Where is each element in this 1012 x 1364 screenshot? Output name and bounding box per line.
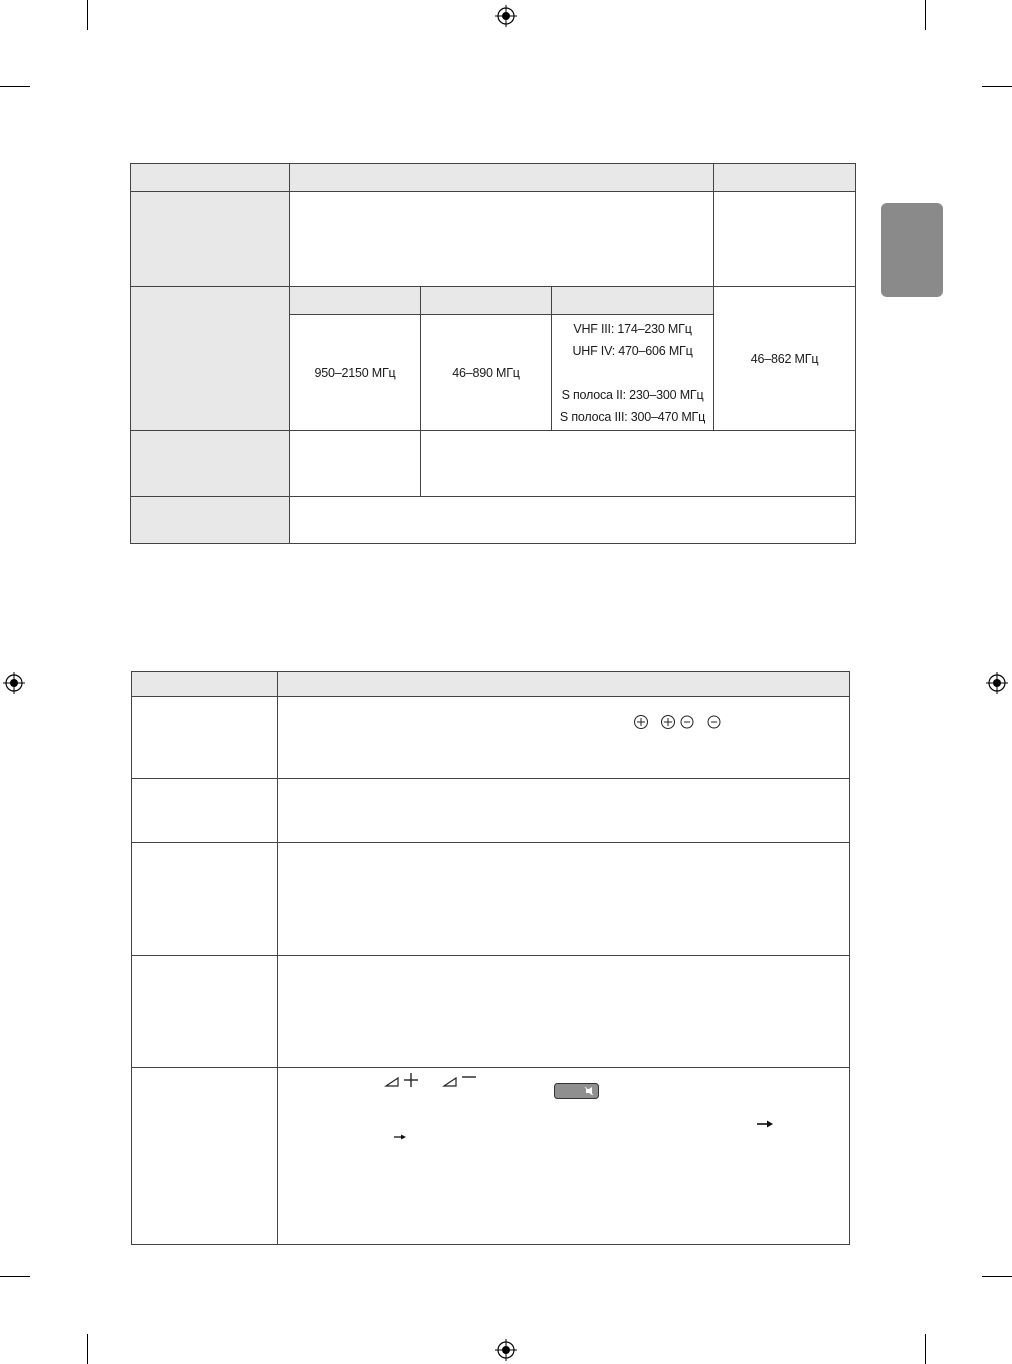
crop-mark <box>925 1334 926 1364</box>
battery-polarity-minus-icon <box>679 714 695 730</box>
table-header-cell <box>714 164 856 192</box>
row-label-cell <box>132 1068 278 1245</box>
table-cell <box>278 697 850 779</box>
crop-mark <box>0 86 30 87</box>
volume-up-icon <box>384 1071 420 1091</box>
table-header-cell <box>132 672 278 697</box>
registration-mark <box>495 1339 517 1361</box>
row-label-cell <box>131 192 290 287</box>
subheader-cell <box>290 287 421 315</box>
table-cell <box>278 956 850 1068</box>
crop-mark <box>982 86 1012 87</box>
frequency-line: S полоса III: 300–470 МГц <box>559 409 706 424</box>
row-label-cell <box>132 843 278 956</box>
cable-frequency-cell: 46–890 МГц <box>421 315 552 431</box>
registration-mark <box>986 672 1008 694</box>
language-side-tab <box>881 203 943 297</box>
table-header-cell <box>131 164 290 192</box>
troubleshooting-table <box>131 671 850 1245</box>
battery-polarity-plus-icon <box>660 714 676 730</box>
terrestrial-frequency-cell <box>552 315 714 431</box>
table-cell <box>278 843 850 956</box>
row-label-cell <box>131 287 290 431</box>
arrow-right-icon <box>393 1133 407 1141</box>
registration-mark <box>495 5 517 27</box>
frequency-line: UHF IV: 470–606 МГц <box>572 343 693 358</box>
arrow-right-icon <box>756 1119 774 1129</box>
satellite-frequency-cell: 950–2150 МГц <box>290 315 421 431</box>
analog-frequency-cell: 46–862 МГц <box>714 287 856 431</box>
row-label-cell <box>132 697 278 779</box>
battery-polarity-minus-icon <box>706 714 722 730</box>
crop-mark <box>982 1276 1012 1277</box>
table-header-cell <box>290 164 714 192</box>
subheader-cell <box>421 287 552 315</box>
crop-mark <box>87 1334 88 1364</box>
row-label-cell <box>131 497 290 544</box>
table-cell <box>421 431 856 497</box>
mute-button-icon <box>554 1083 600 1100</box>
crop-mark <box>87 0 88 30</box>
crop-mark <box>925 0 926 30</box>
row-label-cell <box>131 431 290 497</box>
table-cell <box>290 192 714 287</box>
row-label-cell <box>132 779 278 843</box>
frequency-line: VHF III: 174–230 МГц <box>573 321 692 336</box>
table-header-cell <box>278 672 850 697</box>
subheader-cell <box>552 287 714 315</box>
table-cell <box>714 192 856 287</box>
row-label-cell <box>132 956 278 1068</box>
battery-polarity-plus-icon <box>633 714 649 730</box>
volume-down-icon <box>442 1071 478 1091</box>
table-cell <box>290 497 856 544</box>
frequency-line: S полоса II: 230–300 МГц <box>561 387 704 402</box>
table-cell <box>290 431 421 497</box>
tuner-spec-table <box>130 163 856 544</box>
crop-mark <box>0 1276 30 1277</box>
registration-mark <box>3 672 25 694</box>
table-cell <box>278 779 850 843</box>
